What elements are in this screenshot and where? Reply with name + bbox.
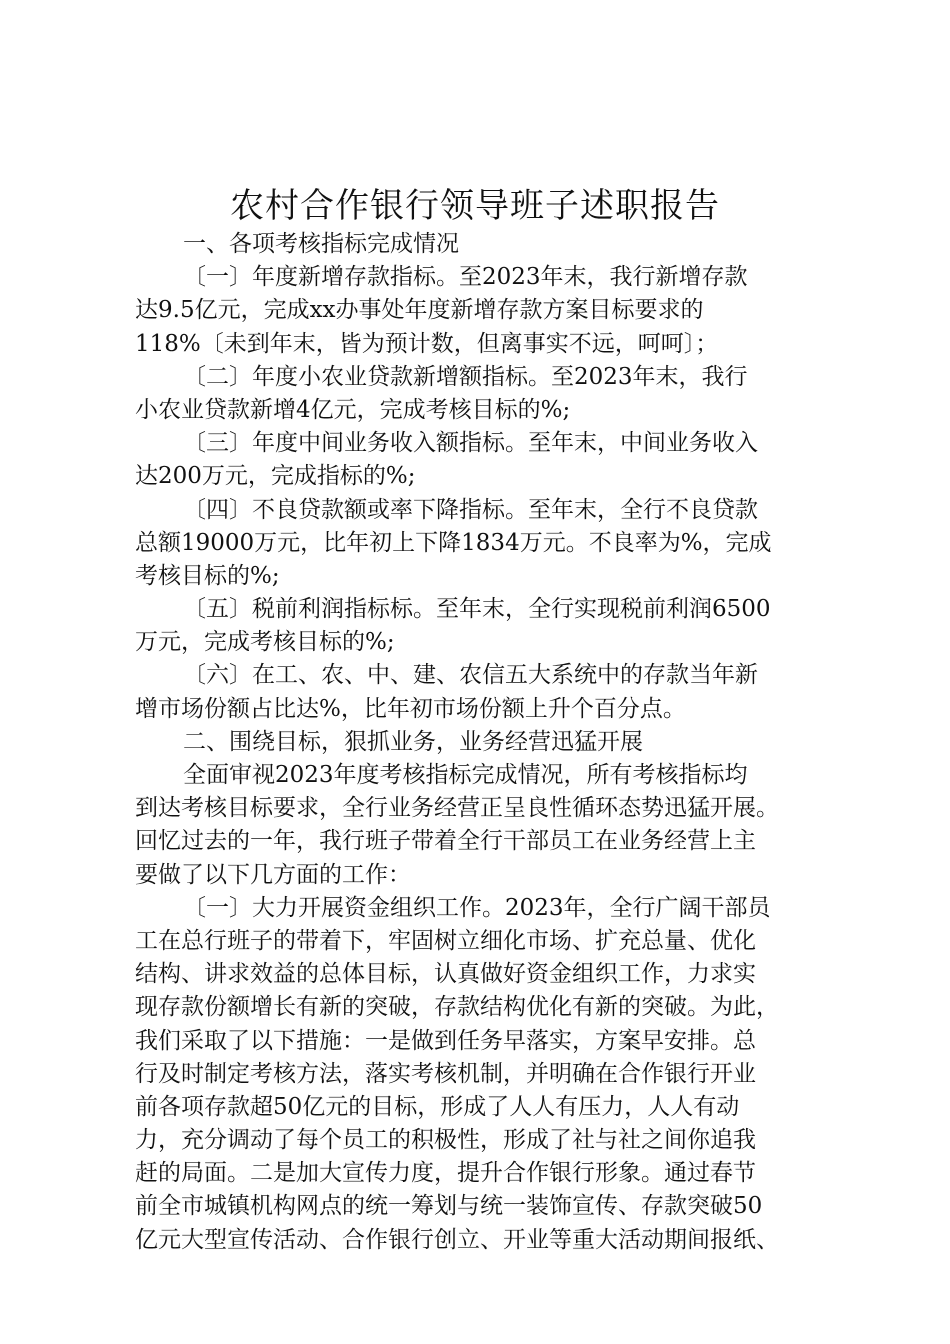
body-line: 增市场份额占比达%，比年初市场份额上升个百分点。 [135, 695, 686, 722]
body-line: 到达考核目标要求，全行业务经营正呈良性循环态势迅猛开展。 [135, 795, 779, 822]
body-line: 我们采取了以下措施：一是做到任务早落实，方案早安排。总 [135, 1027, 756, 1054]
body-line: 〔六〕在工、农、中、建、农信五大系统中的存款当年新 [183, 662, 758, 689]
document-body [135, 228, 835, 1257]
body-line: 结构、讲求效益的总体目标，认真做好资金组织工作，力求实 [135, 961, 756, 988]
body-line: 力，充分调动了每个员工的积极性，形成了社与社之间你追我 [135, 1127, 756, 1154]
body-line: 前各项存款超50亿元的目标，形成了人人有压力，人人有动 [135, 1093, 740, 1120]
body-line: 二、围绕目标，狠抓业务，业务经营迅猛开展 [183, 728, 643, 755]
body-line: 达200万元，完成指标的%; [135, 463, 416, 490]
document-title: 农村合作银行领导班子述职报告 [230, 186, 720, 226]
body-line: 万元，完成考核目标的%; [135, 629, 395, 656]
body-line: 达9.5亿元，完成xx办事处年度新增存款方案目标要求的 [135, 297, 704, 324]
body-line: 一、各项考核指标完成情况 [183, 231, 459, 257]
body-line: 亿元大型宣传活动、合作银行创立、开业等重大活动期间报纸、 [135, 1226, 779, 1253]
body-line: 工在总行班子的带着下，牢固树立细化市场、扩充总量、优化 [135, 927, 756, 954]
body-line: 〔五〕税前利润指标标。至年末，全行实现税前利润6500 [183, 596, 771, 623]
body-line: 总额19000万元，比年初上下降1834万元。不良率为%，完成 [135, 529, 772, 556]
body-line: 赶的局面。二是加大宣传力度，提升合作银行形象。通过春节 [135, 1160, 756, 1187]
body-line: 〔一〕大力开展资金组织工作。2023年，全行广阔干部员 [183, 894, 771, 921]
body-line: 小农业贷款新增4亿元，完成考核目标的%; [135, 396, 571, 423]
body-line: 考核目标的%; [135, 562, 280, 589]
body-line: 118%〔未到年末，皆为预计数，但离事实不远，呵呵〕； [135, 330, 719, 357]
body-line: 现存款份额增长有新的突破，存款结构优化有新的突破。为此， [135, 994, 779, 1021]
body-line: 〔四〕不良贷款额或率下降指标。至年末，全行不良贷款 [183, 496, 758, 523]
body-line: 回忆过去的一年，我行班子带着全行干部员工在业务经营上主 [135, 828, 756, 855]
body-line: 要做了以下几方面的工作： [135, 861, 411, 888]
body-line: 〔一〕年度新增存款指标。至2023年末，我行新增存款 [183, 264, 748, 291]
body-line: 〔三〕年度中间业务收入额指标。至年末，中间业务收入 [183, 430, 758, 457]
body-line: 〔二〕年度小农业贷款新增额指标。至2023年末，我行 [183, 363, 748, 390]
body-line: 前全市城镇机构网点的统一筹划与统一装饰宣传、存款突破50 [135, 1193, 763, 1220]
body-line: 全面审视2023年度考核指标完成情况，所有考核指标均 [183, 762, 748, 788]
body-line: 行及时制定考核方法，落实考核机制，并明确在合作银行开业 [135, 1060, 756, 1087]
